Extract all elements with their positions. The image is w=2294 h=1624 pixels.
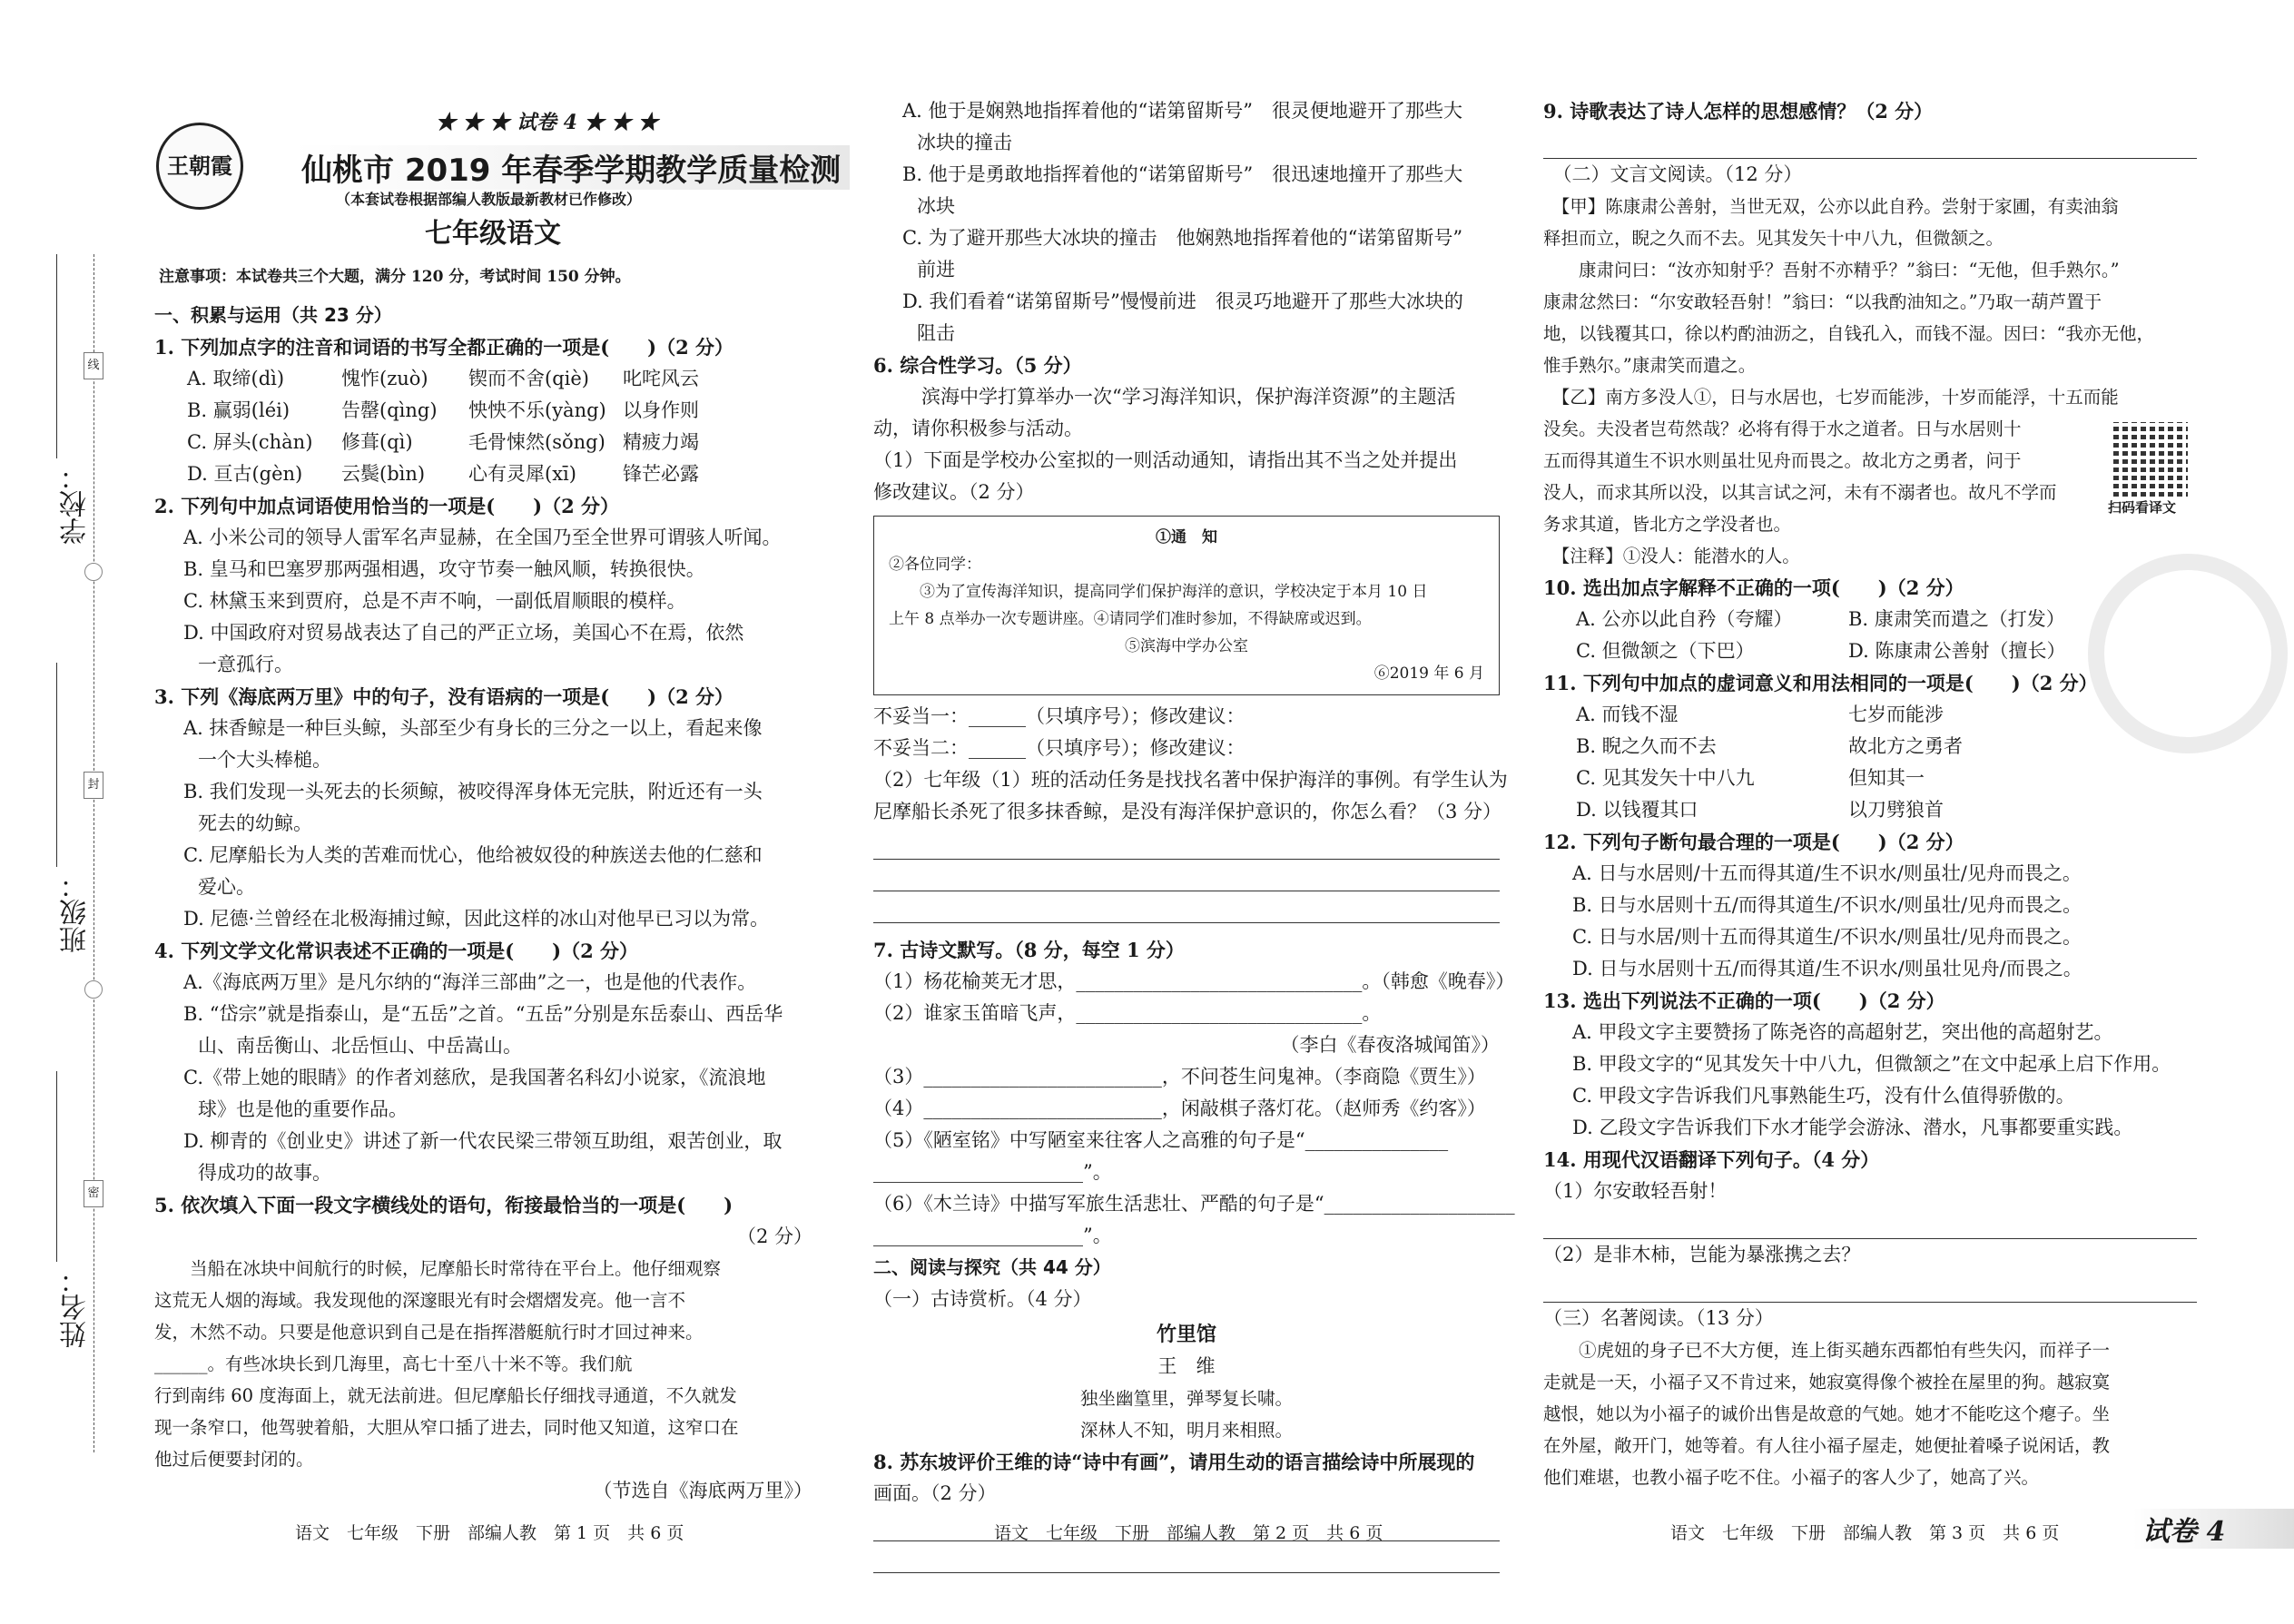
option-continued: 爱心。 xyxy=(198,876,255,898)
option-continued: 得成功的故事。 xyxy=(198,1162,331,1184)
option-continued: 死去的幼鲸。 xyxy=(198,812,312,834)
q5-options xyxy=(873,95,1500,508)
passage-text: 行到南纬 60 度海面上，就无法前进。但尼摩船长仔细找寻通道，不久就发 xyxy=(154,1385,737,1406)
question-stem: 11. 下列句中加点的虚词意义和用法相同的一项是( )（2 分） xyxy=(1543,672,2098,694)
question-stem: 14. 用现代汉语翻译下列句子。（4 分） xyxy=(1543,1148,1880,1171)
option-continued: 前进 xyxy=(917,259,955,281)
question-option: C.《带上她的眼睛》的作者刘慈欣，是我国著名科幻小说家，《流浪地 xyxy=(183,1067,766,1088)
question-option: B. 我们发现一头死去的长须鲸，被咬得浑身体无完肤，附近还有一头 xyxy=(183,781,763,802)
exam-tag: ★ ★ ★ 试卷 4 ★ ★ ★ xyxy=(436,111,658,134)
passage-text: 【甲】陈康肃公善射，当世无双，公亦以此自矜。尝射于家圃，有卖油翁 xyxy=(1543,196,2119,217)
passage-text: 五而得其道生不识水则虽壮见舟而畏之。故北方之勇者，问于 xyxy=(1543,450,2022,471)
section-heading: 一、积累与运用（共 23 分） xyxy=(154,304,392,326)
question-text: （一）古诗赏析。（4 分） xyxy=(873,1288,1092,1310)
answer-line[interactable] xyxy=(873,891,1500,923)
question-option: 滨海中学打算举办一次“学习海洋知识，保护海洋资源”的主题活 xyxy=(902,386,1456,408)
question-stem: 8. 苏东坡评价王维的诗“诗中有画”，请用生动的语言描绘诗中所展现的 xyxy=(873,1451,1475,1473)
question-option: A. 他于是娴熟地指挥着他的“诺第留斯号” 很灵便地避开了那些大 xyxy=(902,100,1462,122)
question-option: D. 尼德·兰曾经在北极海捕过鲸，因此这样的冰山对他早已习以为常。 xyxy=(183,908,770,930)
option-cell: C. 见其发矢十中八九 xyxy=(1576,767,1755,789)
question-text: （二）文言文阅读。（12 分） xyxy=(1543,163,1803,185)
question-option: C. 甲段文字告诉我们凡事熟能生巧，没有什么值得骄傲的。 xyxy=(1572,1085,2075,1107)
passage-text: 释担而立，睨之久而不去。见其发矢十中八九，但微颔之。 xyxy=(1543,228,2004,249)
option-cell: C. 但微颔之（下巴） xyxy=(1576,640,1755,662)
exam-tag-footer: 试卷 4 xyxy=(2133,1509,2294,1549)
question-text: 动，请你积极参与活动。 xyxy=(873,418,1083,439)
question-text: （1）杨花榆荚无才思，______________________________。（韩愈《晚春》） xyxy=(873,970,1515,992)
answer-line[interactable] xyxy=(873,860,1500,891)
column-page-3 xyxy=(1543,95,2197,1493)
question-text: 不妥当一：______（只填序号）；修改建议： xyxy=(873,705,1245,727)
notice-date: ⑥2019 年 6 月 xyxy=(1373,664,1484,683)
option-cell: D. 亘古(gèn) xyxy=(187,463,303,485)
option-cell: A. 而钱不湿 xyxy=(1576,704,1679,725)
option-cell: 以刀劈狼首 xyxy=(1848,799,1944,821)
question-text: （1）尔安敢轻吾射！ xyxy=(1543,1180,1728,1202)
question-option: A. 日与水居则/十五而得其道/生不识水/则虽壮/见舟而畏之。 xyxy=(1572,862,2082,884)
activity-notice-box xyxy=(873,516,1500,695)
option-continued: 阻击 xyxy=(917,322,955,344)
question-option: D. 中国政府对贸易战表达了自己的严正立场，美国心不在焉，依然 xyxy=(183,622,744,644)
question-stem: 9. 诗歌表达了诗人怎样的思想感情？（2 分） xyxy=(1543,100,1934,123)
question-option: C. 日与水居/则十五而得其道生/不识水/则虽壮/见舟而畏之。 xyxy=(1572,926,2082,948)
option-continued: 冰块的撞击 xyxy=(917,132,1012,153)
option-cell: D. 以钱覆其口 xyxy=(1576,799,1698,821)
question-text: （2）谁家玉笛暗飞声，______________________________。 xyxy=(873,1002,1382,1024)
qr-code-pattern xyxy=(2113,422,2188,497)
right-note: （节选自《海底两万里》） xyxy=(593,1480,812,1501)
notice-body-2: 上午 8 点举办一次专题讲座。④请同学们准时参加，不得缺席或迟到。 xyxy=(889,610,1372,628)
option-row xyxy=(154,427,812,458)
attention-note: 注意事项：本试卷共三个大题，满分 120 分，考试时间 150 分钟。 xyxy=(159,268,631,286)
passage-text: 在外屋，敞开门，她等着。有人往小福子屋走，她便扯着嗓子说闲话，教 xyxy=(1543,1435,2111,1456)
poem-title: 竹里馆 xyxy=(1156,1323,1216,1346)
exam-subtitle: （本套试卷根据部编人教版最新教材已作修改） xyxy=(336,191,642,208)
q7-section xyxy=(873,934,1515,1315)
question-text: （5）《陋室铭》中写陋室来往客人之高雅的句子是“_______________ xyxy=(873,1129,1449,1151)
option-cell: D. 陈康肃公善射（擅长） xyxy=(1848,640,2066,662)
option-continued: 球》也是他的重要作品。 xyxy=(198,1098,408,1120)
option-row xyxy=(154,395,812,427)
poem-line-2: 深林人不知，明月来相照。 xyxy=(1079,1420,1293,1441)
option-row xyxy=(1543,763,2197,794)
question-text: ______________________”。 xyxy=(873,1225,1112,1246)
option-row xyxy=(1543,699,2197,731)
question-option: C. 为了避开那些大冰块的撞击 他娴熟地指挥着他的“诺第留斯号” xyxy=(902,227,1463,249)
class-label: 班级： xyxy=(60,871,92,953)
question-option: A.《海底两万里》是凡尔纳的“海洋三部曲”之一，也是他的代表作。 xyxy=(183,971,757,993)
question-option: B. 皇马和巴塞罗那两强相遇，攻守节奏一触风顺，转换很快。 xyxy=(183,558,705,580)
notice-sender: ⑤滨海中学办公室 xyxy=(1125,637,1248,655)
option-cell: 修葺(qì) xyxy=(341,431,413,453)
option-cell: C. 屏头(chàn) xyxy=(187,431,313,453)
option-row xyxy=(1543,731,2197,763)
question-stem: 12. 下列句子断句最合理的一项是( )（2 分） xyxy=(1543,831,1964,853)
school-field[interactable] xyxy=(56,254,84,458)
section-heading: 二、阅读与探究（共 44 分） xyxy=(873,1256,1111,1278)
binding-hole xyxy=(84,980,103,999)
passage-text: 他过后便要封闭的。 xyxy=(154,1449,314,1470)
exam-title: 仙桃市 2019 年春季学期教学质量检测 xyxy=(292,145,850,190)
passage-text: 没矣。夫没者岂苟然哉？必将有得于水之道者。日与水居则十 xyxy=(1543,418,2022,439)
option-cell: 心有灵犀(xī) xyxy=(468,463,576,485)
answer-line[interactable] xyxy=(1543,1207,2197,1239)
question-text: （6）《木兰诗》中描写军旅生活悲壮、严酷的句子是“____________________ xyxy=(873,1193,1515,1215)
question-option: A. 小米公司的领导人雷军名声显赫，在全国乃至全世界可谓骇人听闻。 xyxy=(183,527,782,548)
right-note: （2 分） xyxy=(736,1225,812,1247)
passage-text: 发，木然不动。只要是他意识到自己是在指挥潜艇航行时才回过神来。 xyxy=(154,1322,704,1343)
question-stem: 6. 综合性学习。（5 分） xyxy=(873,354,1082,377)
question-text: （3）_________________________，不问苍生问鬼神。（李商隐《贾生》） xyxy=(873,1066,1486,1088)
option-cell: 故北方之勇者 xyxy=(1848,735,1963,757)
option-cell: A. 取缔(dì) xyxy=(187,368,285,389)
column-page-1 xyxy=(154,300,812,1507)
question-option: C. 林黛玉来到贾府，总是不声不响，一副低眉顺眼的模样。 xyxy=(183,590,686,612)
passage-text: 这荒无人烟的海域。我发现他的深邃眼光有时会熠熠发亮。他一言不 xyxy=(154,1290,686,1311)
passage-text: 地，以钱覆其口，徐以杓酌油沥之，自钱孔入，而钱不湿。因曰：“我亦无他， xyxy=(1543,323,2154,344)
class-field[interactable] xyxy=(56,663,84,867)
question-text: 修改建议。（2 分） xyxy=(873,481,1035,503)
poem-line-1: 独坐幽篁里，弹琴复长啸。 xyxy=(1079,1388,1293,1409)
option-cell: 锲而不舍(qiè) xyxy=(468,368,589,389)
question-text: 画面。（2 分） xyxy=(873,1482,997,1504)
passage-text: 【乙】南方多没人①，日与水居也，七岁而能涉，十岁而能浮，十五而能 xyxy=(1543,387,2119,408)
option-cell: 愧怍(zuò) xyxy=(341,368,428,389)
passage-text: 康肃问曰：“汝亦知射乎？吾射不亦精乎？”翁曰：“无他，但手熟尔。” xyxy=(1543,260,2120,281)
name-field[interactable] xyxy=(56,1071,84,1262)
option-cell: 怏怏不乐(yàng) xyxy=(468,399,606,421)
option-continued: 一意孤行。 xyxy=(198,654,293,675)
question-option: C. 尼摩船长为人类的苦难而忧心，他给被奴役的种族送去他的仁慈和 xyxy=(183,844,763,866)
option-cell: B. 睨之久而不去 xyxy=(1576,735,1717,757)
answer-line[interactable] xyxy=(873,828,1500,860)
passage-text: 当船在冰块中间航行的时候，尼摩船长时常待在平台上。他仔细观察 xyxy=(154,1258,722,1279)
question-option: A. 甲段文字主要赞扬了陈尧咨的高超射艺，突出他的高超射艺。 xyxy=(1572,1021,2113,1043)
question-stem: 1. 下列加点字的注音和词语的书写全都正确的一项是( )（2 分） xyxy=(154,336,734,359)
passage-text: 他们难堪，也教小福子吃不住。小福子的客人少了，她高了兴。 xyxy=(1543,1467,2040,1488)
passage-text: 现一条窄口，他驾驶着船，大胆从窄口插了进去，同时他又知道，这窄口在 xyxy=(154,1417,739,1438)
footer-page-3: 语文 七年级 下册 部编人教 第 3 页 共 6 页 xyxy=(1670,1523,2060,1543)
passage-text: 务求其道，皆北方之学没者也。 xyxy=(1543,514,1792,535)
question-stem: 4. 下列文学文化常识表述不正确的一项是( )（2 分） xyxy=(154,940,639,962)
question-option: D. 日与水居则十五/而得其道/生不识水/则虽壮见舟/而畏之。 xyxy=(1572,958,2082,979)
binding-mark-secret: 密 xyxy=(84,1180,103,1207)
answer-line[interactable] xyxy=(873,1541,1500,1573)
question-text: （2）七年级（1）班的活动任务是找找名著中保护海洋的事例。有学生认为 xyxy=(873,769,1508,791)
option-row xyxy=(1543,794,2197,826)
option-cell: 精疲力竭 xyxy=(623,431,699,453)
question-stem: 10. 选出加点字解释不正确的一项( )（2 分） xyxy=(1543,576,1964,599)
question-option: B. “岱宗”就是指泰山，是“五岳”之首。“五岳”分别是东岳泰山、西岳华 xyxy=(183,1003,783,1025)
name-label: 姓名： xyxy=(60,1266,92,1348)
passage-text: 【注释】①没人：能潜水的人。 xyxy=(1543,546,1800,566)
question-text: ______________________”。 xyxy=(873,1161,1112,1183)
q8-section xyxy=(873,1446,1500,1510)
question-option: B. 他于是勇敢地指挥着他的“诺第留斯号” 很迅速地撞开了那些大 xyxy=(902,163,1463,185)
binding-hole xyxy=(84,563,103,581)
poem-author: 王 维 xyxy=(1157,1355,1216,1377)
question-text: （4）_________________________，闲敲棋子落灯花。（赵师秀《约客》） xyxy=(873,1097,1486,1119)
question-option: D. 柳青的《创业史》讲述了新一代农民梁三带领互助组，艰苦创业，取 xyxy=(183,1130,783,1152)
option-cell: B. 康肃笑而遣之（打发） xyxy=(1848,608,2065,630)
question-text: （2）是非木柿，岂能为暴涨携之去？ xyxy=(1543,1244,1861,1265)
question-text: （1）下面是学校办公室拟的一则活动通知，请指出其不当之处并提出 xyxy=(873,449,1458,471)
question-option: B. 日与水居则十五/而得其道生/不识水/则虽壮/见舟而畏之。 xyxy=(1572,894,2082,916)
qr-caption: 扫码看译文 xyxy=(2108,499,2177,516)
question-option: B. 甲段文字的“见其发矢十中八九，但微颔之”在文中起承上启下作用。 xyxy=(1572,1053,2171,1075)
option-row xyxy=(154,363,812,395)
option-cell: 叱咤风云 xyxy=(623,368,699,389)
binding-mark-line: 线 xyxy=(84,352,103,379)
watermark-seal xyxy=(2088,554,2288,753)
question-text: 不妥当二：______（只填序号）；修改建议： xyxy=(873,737,1245,759)
option-cell: 锋芒必露 xyxy=(623,463,699,485)
notice-title: ①通 知 xyxy=(1156,528,1217,546)
logo: 王朝霞 xyxy=(156,123,243,210)
answer-line[interactable] xyxy=(1543,127,2197,159)
question-stem: 7. 古诗文默写。（8 分，每空 1 分） xyxy=(873,939,1185,961)
question-option: D. 我们看着“诺第留斯号”慢慢前进 很灵巧地避开了那些大冰块的 xyxy=(902,290,1463,312)
question-option: D. 乙段文字告诉我们下水才能学会游泳、潜水，凡事都要重实践。 xyxy=(1572,1117,2133,1138)
binding-mark-seal: 封 xyxy=(84,772,103,799)
passage-text: 走就是一天，小福子又不肯过来，她寂寞得像个被拴在屋里的狗。越寂寞 xyxy=(1543,1372,2111,1393)
question-stem: 3. 下列《海底两万里》中的句子，没有语病的一项是( )（2 分） xyxy=(154,685,734,708)
question-text: （三）名著阅读。（13 分） xyxy=(1543,1307,1774,1329)
option-row xyxy=(154,458,812,490)
passage-text: ①虎妞的身子已不大方便，连上街买趟东西都怕有些失闪，而祥子一 xyxy=(1543,1340,2111,1361)
option-cell: 以身作则 xyxy=(623,399,699,421)
school-label: 学校： xyxy=(60,463,92,545)
option-cell: 云鬓(bìn) xyxy=(341,463,426,485)
right-note: （李白《春夜洛城闻笛》） xyxy=(1280,1034,1500,1056)
question-stem: 2. 下列句中加点词语使用恰当的一项是( )（2 分） xyxy=(154,495,620,517)
answer-line[interactable] xyxy=(1543,1271,2197,1303)
passage-text: 越恨，她以为小福子的诚价出售是故意的气她。她才不能吃这个瘪子。坐 xyxy=(1543,1403,2111,1424)
passage-text: 惟手熟尔。”康肃笑而遣之。 xyxy=(1543,355,1757,376)
question-option: A. 抹香鲸是一种巨头鲸，头部至少有身长的三分之一以上，看起来像 xyxy=(183,717,763,739)
passage-text: ______。有些冰块长到几海里，高七十至八十米不等。我们航 xyxy=(154,1353,633,1374)
option-continued: 冰块 xyxy=(917,195,955,217)
option-cell: 毛骨悚然(sǒng) xyxy=(468,431,605,453)
option-cell: 但知其一 xyxy=(1848,767,1925,789)
question-text: 尼摩船长杀死了很多抹香鲸，是没有海洋保护意识的，你怎么看？（3 分） xyxy=(873,801,1502,822)
option-cell: B. 赢弱(léi) xyxy=(187,399,290,421)
option-continued: 山、南岳衡山、北岳恒山、中岳嵩山。 xyxy=(198,1035,522,1057)
question-stem: 5. 依次填入下面一段文字横线处的语句，衔接最恰当的一项是( ) xyxy=(154,1194,733,1216)
notice-body-1: ③为了宣传海洋知识，提高同学们保护海洋的意识，学校决定于本月 10 日 xyxy=(889,583,1428,601)
notice-greeting: ②各位同学： xyxy=(889,556,981,574)
option-continued: 一个大头棒槌。 xyxy=(198,749,331,771)
passage-text: 没人，而求其所以没，以其言试之河，未有不溺者也。故凡不学而 xyxy=(1543,482,2057,503)
footer-page-1: 语文 七年级 下册 部编人教 第 1 页 共 6 页 xyxy=(295,1523,684,1543)
option-cell: 七岁而能涉 xyxy=(1848,704,1944,725)
grade-title: 七年级语文 xyxy=(425,218,561,250)
passage-text: 康肃忿然曰：“尔安敢轻吾射！”翁曰：“以我酌油知之。”乃取一葫芦置于 xyxy=(1543,291,2102,312)
question-stem: 13. 选出下列说法不正确的一项( )（2 分） xyxy=(1543,989,1945,1012)
option-cell: 告罄(qìng) xyxy=(341,399,438,421)
column-page-2 xyxy=(873,95,1515,1573)
q6-answers xyxy=(873,701,1508,828)
option-cell: A. 公亦以此自矜（夸耀） xyxy=(1576,608,1793,630)
footer-page-2: 语文 七年级 下册 部编人教 第 2 页 共 6 页 xyxy=(994,1523,1383,1543)
